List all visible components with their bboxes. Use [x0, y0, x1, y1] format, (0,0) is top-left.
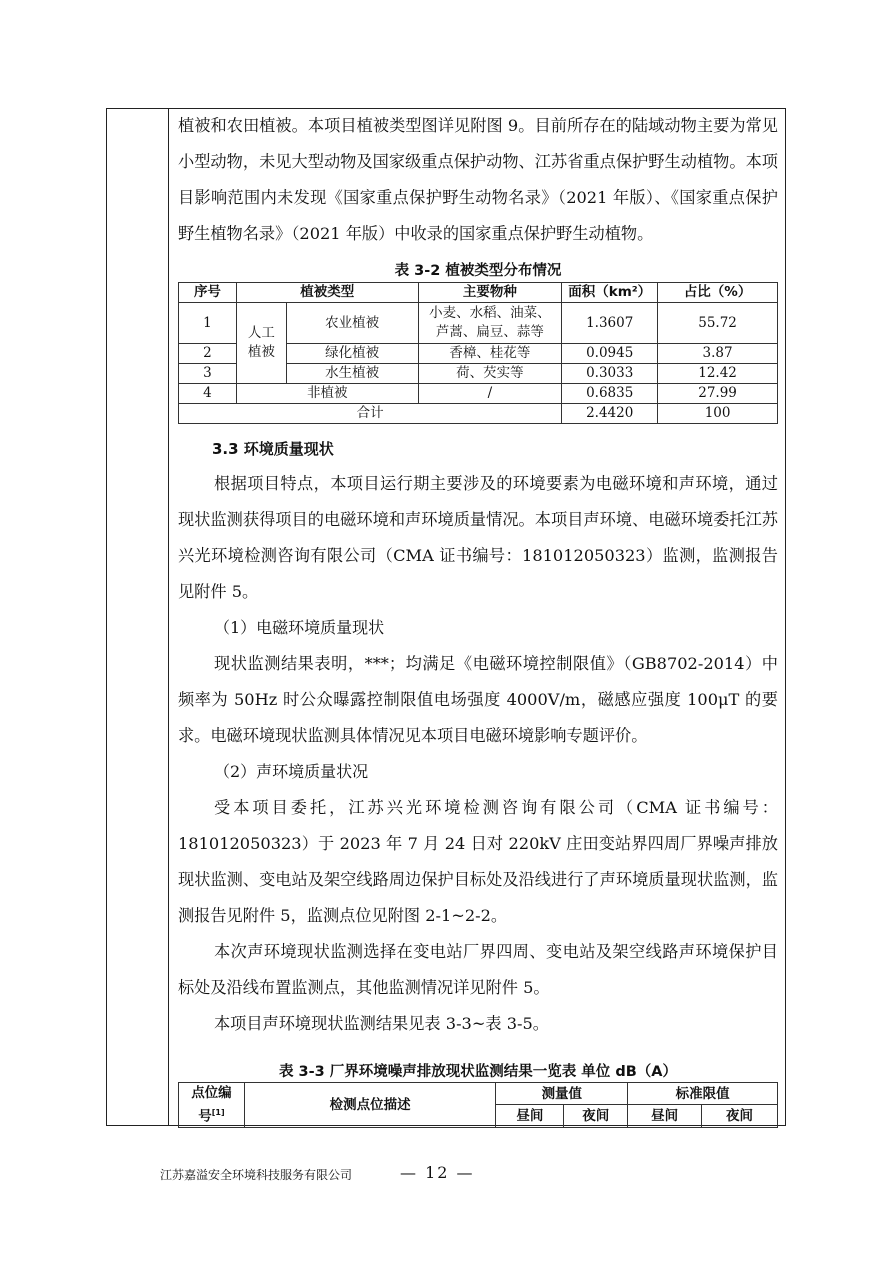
vegetation-table: [178, 282, 778, 424]
header-desc: 检测点位描述: [244, 1083, 496, 1128]
header-standard-night: 夜间: [702, 1105, 778, 1127]
header-area: 面积（km²）: [562, 283, 658, 303]
table-3-3-caption: 表 3-3 厂界环境噪声排放现状监测结果一览表 单位 dB（A）: [278, 1064, 678, 1080]
page-number: — 12 —: [400, 1163, 475, 1182]
table-row: 4 非植被 / 0.6835 27.99: [179, 384, 778, 404]
header-measured-day: 昼间: [496, 1105, 564, 1127]
header-pct: 占比（%）: [658, 283, 778, 303]
header-point: 点位编 号[1]: [179, 1083, 245, 1128]
table-row: 2 绿化植被 香樟、桂花等 0.0945 3.87: [179, 344, 778, 364]
table-header-row: [179, 283, 778, 303]
group-label: 人工 植被: [236, 303, 286, 384]
paragraph-noise-3: 本项目声环境现状监测结果见表 3-3~表 3-5。: [214, 1014, 549, 1033]
paragraph-vegetation: 植被和农田植被。本项目植被类型图详见附图 9。目前所存在的陆域动物主要为常见小型动物，未见大型动物及国家级重点保护动物、江苏省重点保护野生动植物。本项目影响范围内未发现《国家重点保护野生动物名录》（2021 年版）、《国家重点保护野生植物名录》（2021 年版）中收录的国家重点保护野生动植物。: [178, 116, 778, 243]
table-3-2-caption: 表 3-2 植被类型分布情况: [394, 263, 562, 279]
frame-left-divider: [168, 108, 169, 1126]
noise-table-header: [178, 1082, 778, 1128]
section-title: 3.3 环境质量现状: [212, 440, 334, 458]
header-measured: 测量值: [496, 1083, 628, 1105]
header-no: 序号: [179, 283, 237, 303]
paragraph-em: 现状监测结果表明，***；均满足《电磁环境控制限值》（GB8702-2014）中频率为 50Hz 时公众曝露控制限值电场强度 4000V/m，磁感应强度 100μT 的要求。电磁环境现状监测具体情况见本项目电磁环境影响专题评价。: [178, 654, 778, 745]
paragraph-noise-2: 本次声环境现状监测选择在变电站厂界四周、变电站及架空线路声环境保护目标处及沿线布置监测点，其他监测情况详见附件 5。: [178, 942, 778, 997]
header-species: 主要物种: [418, 283, 562, 303]
header-standard-day: 昼间: [628, 1105, 702, 1127]
footer-company: 江苏嘉溢安全环境科技服务有限公司: [160, 1168, 353, 1182]
table-row: 1 人工 植被 农业植被 小麦、水稻、油菜、芦蒿、扁豆、蒜等 1.3607 55.72: [179, 303, 778, 344]
paragraph-noise-1: 受本项目委托，江苏兴光环境检测咨询有限公司（CMA 证书编号：181012050323）于 2023 年 7 月 24 日对 220kV 庄田变站界四周厂界噪声排放现状监测、变电站及架空线路周边保护目标处及沿线进行了声环境质量现状监测，监测报告见附件 5，监测点位见附图 2-1~2-2。: [178, 798, 778, 925]
table-row: 3 水生植被 荷、芡实等 0.3033 12.42: [179, 364, 778, 384]
table-total-row: 合计 2.4420 100: [179, 404, 778, 424]
subheading-em: （1）电磁环境质量现状: [214, 618, 385, 637]
header-standard: 标准限值: [628, 1083, 778, 1105]
header-type: 植被类型: [236, 283, 418, 303]
paragraph-intro: 根据项目特点，本项目运行期主要涉及的环境要素为电磁环境和声环境，通过现状监测获得项目的电磁环境和声环境质量情况。本项目声环境、电磁环境委托江苏兴光环境检测咨询有限公司（CMA 证书编号：181012050323）监测，监测报告见附件 5。: [178, 474, 778, 601]
main-content: [178, 108, 778, 1042]
subheading-noise: （2）声环境质量状况: [214, 762, 369, 781]
header-measured-night: 夜间: [564, 1105, 628, 1127]
